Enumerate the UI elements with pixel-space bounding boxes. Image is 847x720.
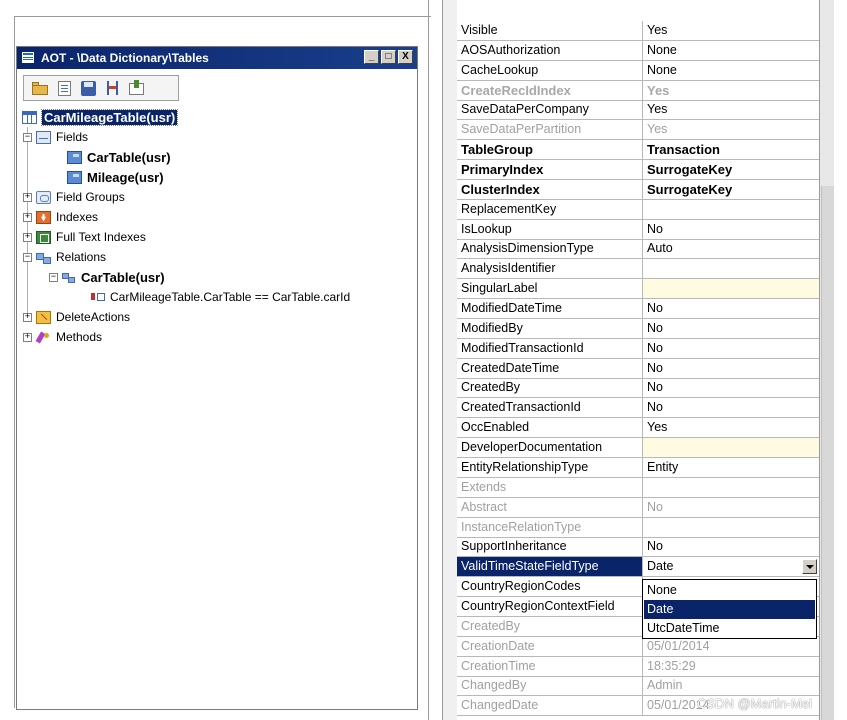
- property-gutter: [443, 0, 457, 720]
- property-value[interactable]: [643, 299, 819, 318]
- save-icon[interactable]: [80, 80, 98, 96]
- property-value[interactable]: [643, 359, 819, 378]
- property-row[interactable]: [457, 458, 819, 478]
- field-groups-label: Field Groups: [56, 190, 125, 204]
- field-label: Mileage(usr): [87, 169, 164, 185]
- property-row[interactable]: [457, 537, 819, 557]
- property-value[interactable]: [643, 418, 819, 437]
- property-row[interactable]: [457, 239, 819, 259]
- property-value-text: Admin: [647, 678, 683, 693]
- property-value[interactable]: [643, 657, 819, 676]
- property-row[interactable]: [457, 21, 819, 41]
- property-row[interactable]: [457, 299, 819, 319]
- field-groups-icon: [36, 191, 51, 204]
- property-name: CountryRegionCodes: [457, 577, 643, 596]
- property-value[interactable]: [643, 378, 819, 397]
- property-name: SaveDataPerCompany: [457, 100, 643, 119]
- property-value-text: Yes: [647, 122, 668, 137]
- property-value[interactable]: [643, 160, 819, 179]
- table-window-icon: [22, 52, 34, 63]
- property-value-text: Yes: [647, 23, 668, 37]
- property-value[interactable]: [643, 41, 819, 60]
- scrollbar-thumb[interactable]: [821, 186, 834, 720]
- tree-node-field-groups[interactable]: [23, 188, 125, 206]
- property-row[interactable]: [457, 438, 819, 458]
- property-value-text: SurrogateKey: [647, 162, 733, 178]
- collapse-icon[interactable]: −: [50, 271, 57, 282]
- property-value[interactable]: [643, 279, 819, 298]
- dropdown-arrow-icon[interactable]: [802, 559, 817, 574]
- property-row[interactable]: [457, 160, 819, 180]
- property-value-text: Date: [647, 559, 674, 574]
- property-name: CountryRegionContextField: [457, 597, 643, 616]
- expand-icon[interactable]: +: [24, 191, 31, 202]
- property-row[interactable]: [457, 398, 819, 418]
- property-row[interactable]: [457, 676, 819, 696]
- property-value-text: 05/01/2014: [647, 698, 710, 713]
- delete-actions-icon: [36, 311, 51, 324]
- table-icon: [22, 111, 37, 124]
- field-icon: [67, 151, 82, 164]
- property-row[interactable]: [457, 418, 819, 438]
- property-value-text: SurrogateKey: [647, 181, 733, 197]
- compile-icon[interactable]: [104, 80, 122, 96]
- property-value[interactable]: [643, 239, 819, 258]
- property-row[interactable]: [457, 478, 819, 498]
- full-text-index-icon: [36, 231, 51, 244]
- tree-node-full-text-indexes[interactable]: [23, 228, 146, 246]
- delete-actions-label: DeleteActions: [56, 310, 131, 324]
- collapse-icon[interactable]: −: [24, 251, 31, 262]
- property-row[interactable]: [457, 200, 819, 220]
- property-name: IsLookup: [457, 220, 643, 239]
- property-name: ChangedBy: [457, 676, 643, 695]
- property-row[interactable]: [457, 657, 819, 677]
- property-value[interactable]: [643, 438, 819, 457]
- full-text-indexes-label: Full Text Indexes: [56, 230, 146, 244]
- property-value[interactable]: [643, 458, 819, 477]
- property-name: Visible: [457, 21, 643, 40]
- property-name: Abstract: [457, 498, 643, 517]
- aot-title: AOT - \Data Dictionary\Tables: [41, 51, 209, 65]
- property-value-text: No: [647, 499, 663, 514]
- tree-root-table[interactable]: [22, 108, 177, 126]
- property-value[interactable]: [643, 398, 819, 417]
- property-value[interactable]: [643, 637, 819, 656]
- property-row[interactable]: [457, 259, 819, 279]
- close-button[interactable]: X: [398, 50, 413, 64]
- property-name: SupportInheritance: [457, 537, 643, 556]
- property-value[interactable]: [643, 140, 819, 159]
- property-value[interactable]: [643, 220, 819, 239]
- property-name: CreationTime: [457, 657, 643, 676]
- property-value[interactable]: [643, 200, 819, 219]
- property-value[interactable]: [643, 259, 819, 278]
- tree-node-methods[interactable]: [23, 328, 102, 346]
- properties-icon[interactable]: [56, 80, 74, 96]
- property-row[interactable]: [457, 61, 819, 81]
- property-row[interactable]: [457, 41, 819, 61]
- property-row[interactable]: [457, 339, 819, 359]
- dropdown-option-date[interactable]: Date: [644, 600, 815, 619]
- property-value-text: No: [647, 301, 663, 316]
- property-name: AnalysisDimensionType: [457, 239, 643, 258]
- property-value-text: None: [647, 42, 677, 57]
- property-name: CacheLookup: [457, 61, 643, 80]
- property-value[interactable]: [643, 498, 819, 517]
- property-value[interactable]: [643, 120, 819, 139]
- frame-top-line: [14, 16, 431, 17]
- property-value-text: 05/01/2014: [647, 638, 710, 653]
- property-name: CreateRecIdIndex: [457, 81, 643, 100]
- property-value-text: Yes: [647, 82, 670, 98]
- collapse-icon[interactable]: −: [24, 131, 31, 142]
- property-value-text: No: [647, 360, 663, 375]
- tree-node-relation-link[interactable]: [91, 288, 350, 306]
- watermark: CSDN @Martin-Mei: [697, 696, 813, 711]
- tree-node-field[interactable]: [67, 148, 171, 166]
- property-name: ValidTimeStateFieldType: [457, 557, 643, 576]
- tree-node-indexes[interactable]: [23, 208, 98, 226]
- property-name: EntityRelationshipType: [457, 458, 643, 477]
- property-value[interactable]: [643, 518, 819, 537]
- property-name: SaveDataPerPartition: [457, 120, 643, 139]
- relation-link-icon: [91, 292, 105, 302]
- relations-label: Relations: [56, 250, 107, 264]
- property-value[interactable]: [643, 537, 819, 556]
- relation-icon: [62, 271, 76, 284]
- property-name: ReplacementKey: [457, 200, 643, 219]
- property-name: PrimaryIndex: [457, 160, 643, 179]
- tree-node-delete-actions[interactable]: [23, 308, 130, 326]
- property-row[interactable]: [457, 359, 819, 379]
- property-value-text: No: [647, 400, 663, 415]
- property-value[interactable]: [643, 676, 819, 695]
- expand-icon[interactable]: +: [24, 211, 31, 222]
- property-value-text: Yes: [647, 420, 668, 435]
- valid-time-state-dropdown-list[interactable]: [642, 579, 817, 639]
- relation-link-label: CarMileageTable.CarTable == CarTable.carId: [110, 290, 351, 304]
- property-name: CreatedTransactionId: [457, 398, 643, 417]
- dropdown-option-utcdatetime[interactable]: UtcDateTime: [647, 621, 720, 635]
- property-value[interactable]: [643, 478, 819, 497]
- relation-label: CarTable(usr): [81, 269, 165, 285]
- property-name: CreatedDateTime: [457, 359, 643, 378]
- indexes-label: Indexes: [56, 210, 99, 224]
- property-row[interactable]: [457, 81, 819, 101]
- property-name: ClusterIndex: [457, 180, 643, 199]
- property-value[interactable]: [643, 61, 819, 80]
- minimize-button[interactable]: _: [364, 50, 379, 64]
- tree-node-relations[interactable]: [23, 248, 106, 266]
- methods-label: Methods: [56, 330, 103, 344]
- aot-title-bar[interactable]: [17, 47, 417, 69]
- property-row[interactable]: [457, 518, 819, 538]
- import-icon[interactable]: [128, 80, 146, 96]
- property-name: CreatedBy: [457, 378, 643, 397]
- property-value-text: Entity: [647, 459, 679, 474]
- property-name: CreatedBy: [457, 617, 643, 636]
- property-value-text: No: [647, 221, 663, 236]
- property-name: CreationDate: [457, 637, 643, 656]
- property-row[interactable]: [457, 100, 819, 120]
- splitter-line: [428, 0, 429, 720]
- property-name: AnalysisIdentifier: [457, 259, 643, 278]
- property-value-text: 18:35:29: [647, 658, 696, 673]
- property-value[interactable]: [643, 81, 819, 100]
- fields-icon: [36, 131, 51, 144]
- property-name: TableGroup: [457, 140, 643, 159]
- expand-icon[interactable]: +: [24, 331, 31, 342]
- property-row[interactable]: [457, 498, 819, 518]
- property-row[interactable]: [457, 279, 819, 299]
- property-name: AOSAuthorization: [457, 41, 643, 60]
- property-name: ModifiedDateTime: [457, 299, 643, 318]
- property-value[interactable]: [643, 557, 819, 576]
- expand-icon[interactable]: +: [24, 311, 31, 322]
- property-row[interactable]: [457, 120, 819, 140]
- expand-icon[interactable]: +: [24, 231, 31, 242]
- property-row[interactable]: [457, 140, 819, 160]
- field-icon: [67, 171, 82, 184]
- tree-node-field[interactable]: [67, 168, 164, 186]
- property-value-text: No: [647, 340, 663, 355]
- property-value-text: No: [647, 380, 663, 395]
- field-label: CarTable(usr): [87, 149, 171, 165]
- property-name: ChangedDate: [457, 696, 643, 715]
- property-value-text: No: [647, 539, 663, 554]
- property-value[interactable]: [643, 180, 819, 199]
- methods-icon: [36, 331, 51, 344]
- property-name: OccEnabled: [457, 418, 643, 437]
- property-row[interactable]: [457, 637, 819, 657]
- property-value-text: No: [647, 320, 663, 335]
- property-name: Extends: [457, 478, 643, 497]
- property-name: DeveloperDocumentation: [457, 438, 643, 457]
- property-row[interactable]: [457, 557, 819, 577]
- frame-left-line: [14, 16, 15, 708]
- property-value-text: Transaction: [647, 142, 720, 158]
- tree-node-fields[interactable]: [23, 128, 88, 146]
- open-icon[interactable]: [32, 80, 50, 96]
- tree-node-relation[interactable]: [49, 268, 165, 286]
- relations-icon: [36, 251, 51, 264]
- window-buttons: [364, 50, 413, 64]
- indexes-icon: [36, 211, 51, 224]
- property-name: InstanceRelationType: [457, 518, 643, 537]
- property-row[interactable]: [457, 319, 819, 339]
- maximize-button[interactable]: □: [381, 50, 396, 64]
- property-row[interactable]: [457, 180, 819, 200]
- property-row[interactable]: [457, 220, 819, 240]
- aot-toolbar: [23, 75, 179, 101]
- property-value[interactable]: [643, 100, 819, 119]
- property-value[interactable]: [643, 21, 819, 40]
- property-value-text: Yes: [647, 102, 668, 117]
- property-row[interactable]: [457, 378, 819, 398]
- property-name: ModifiedBy: [457, 319, 643, 338]
- property-value-text: None: [647, 62, 677, 77]
- property-name: ModifiedTransactionId: [457, 339, 643, 358]
- fields-label: Fields: [56, 130, 89, 144]
- aot-window: [16, 46, 418, 710]
- property-value-text: Auto: [647, 241, 673, 256]
- property-value[interactable]: [643, 319, 819, 338]
- dropdown-option-none[interactable]: None: [647, 583, 677, 597]
- property-name: SingularLabel: [457, 279, 643, 298]
- tree-root-label: CarMileageTable(usr): [44, 109, 176, 125]
- property-value[interactable]: [643, 339, 819, 358]
